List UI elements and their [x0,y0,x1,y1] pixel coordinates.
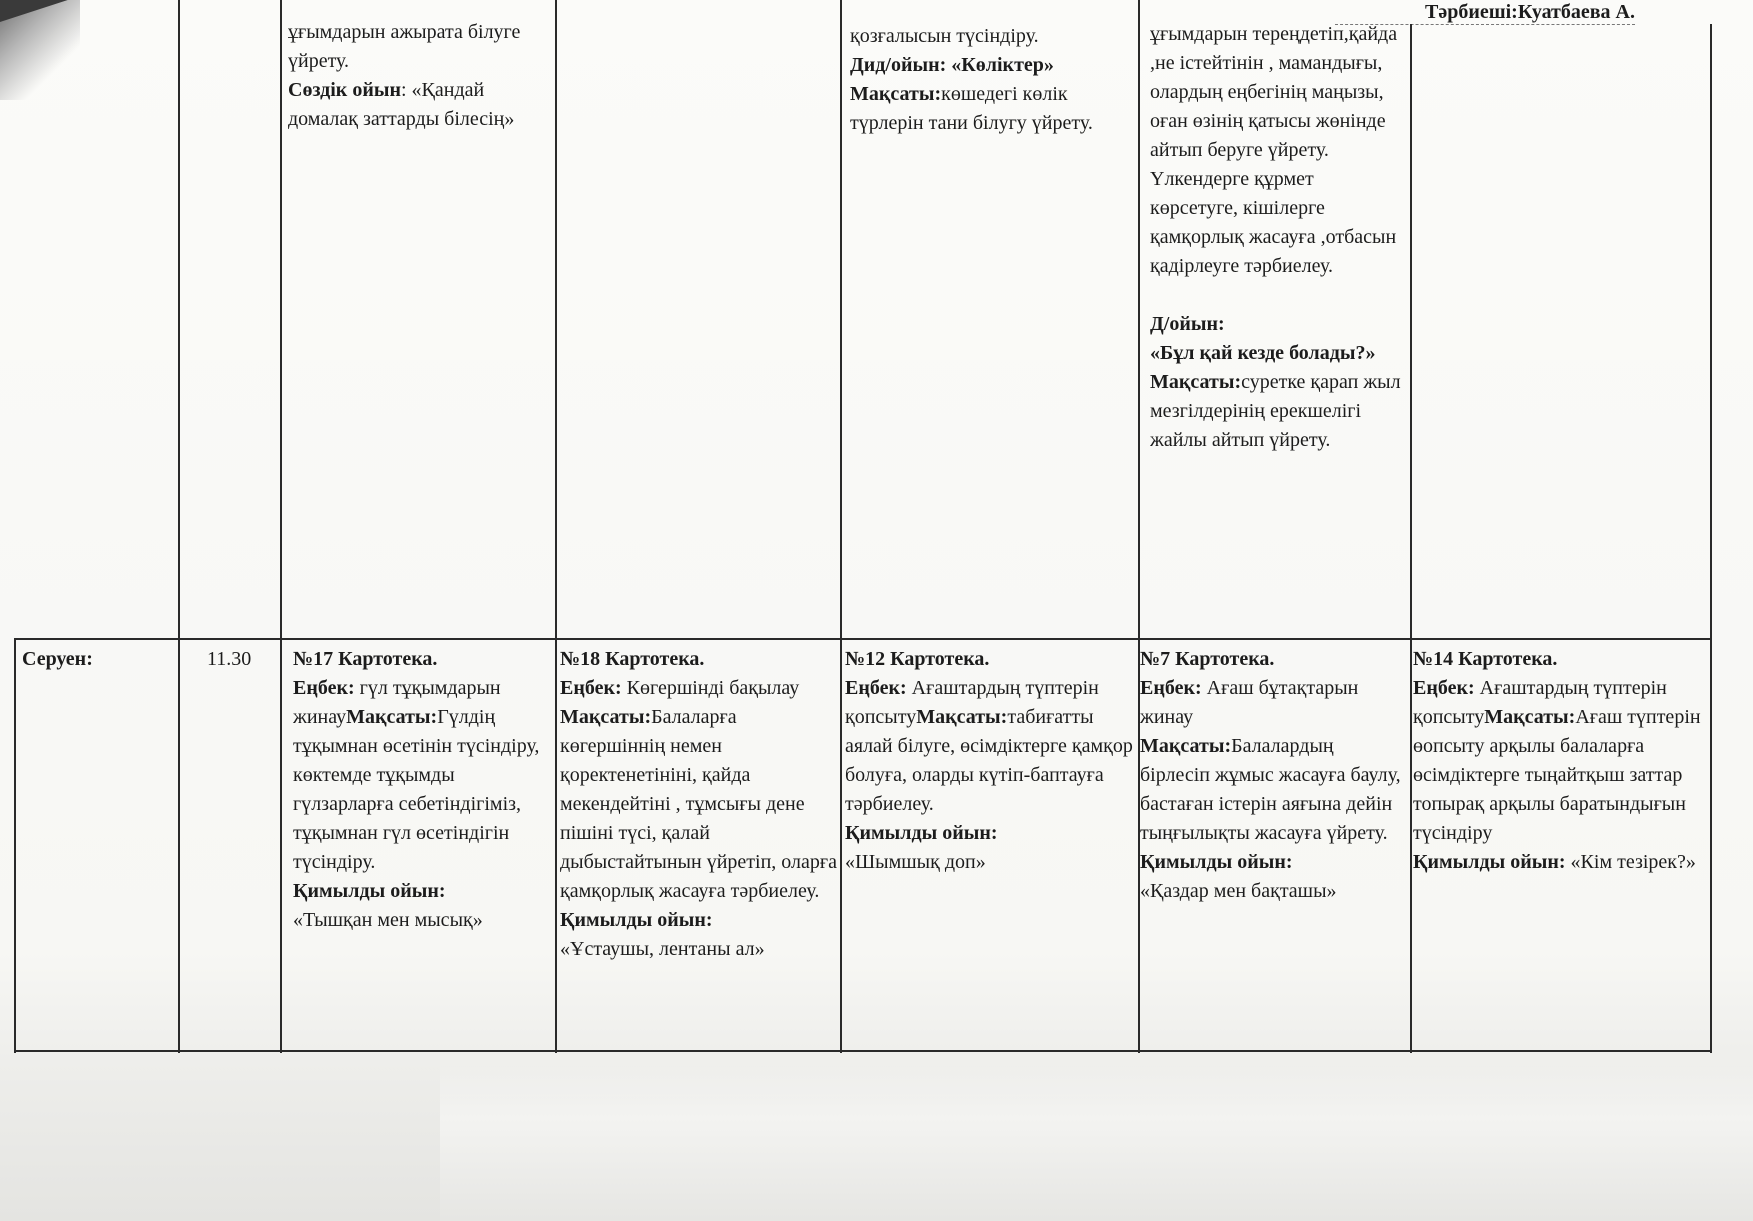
teacher-name: Тәрбиеші:Куатбаева А. [1335,0,1635,25]
text-run: Балаларға көгершіннің немен қоректенетініні, қайда мекендейтіні , тұмсығы дене пішіні түсі, қалай дыбыстайтынын үйретіп, оларға қамқорлық жасауға тәрбиелеу. [560,706,837,902]
text-run: Көгершінді бақылау [621,677,800,699]
table-border-right [1710,24,1712,1053]
table-divider-col6 [1410,24,1412,1053]
text-run-bold: Қимылды ойын: [1140,851,1293,873]
text-run-bold: Еңбек: [845,677,907,699]
top-cell-col6 [1150,20,1405,638]
text-run-bold: Мақсаты: [560,706,652,728]
text-run: : «Қандай домалақ заттарды білесің» [288,79,515,130]
text-run: табиғатты аялай білуге, өсімдіктерге қамқор болуға, оларды күтіп-баптауға тәрбиелеу. [845,706,1133,815]
text-run: «Шымшық доп» [845,851,986,873]
text-run: Гүлдің тұқымнан өсетінін түсіндіру, көктемде тұқымды гүлзарларға себетіндігіміз, тұқымнан гүл өсетіндігін түсіндіру. [293,706,540,873]
text-run: ұғымдарын ажырата білуге үйрету. [288,21,521,72]
text-run-bold: Қимылды ойын: [293,880,446,902]
text-run: «Ұстаушы, лентаны ал» [560,938,765,960]
card-number: №7 Картотека. [1140,648,1275,670]
text-run: «Кім тезірек?» [1565,851,1696,873]
row-divider [14,638,1711,640]
text-run: «Қаздар мен бақташы» [1140,880,1337,902]
card-number: №17 Картотека. [293,648,438,670]
row-time: 11.30 [207,648,252,670]
walk-cell-col4 [560,645,838,1045]
text-run: «Тышқан мен мысық» [293,909,483,931]
text-run-bold: Дид/ойын: «Көліктер» [850,54,1054,76]
text-run-bold: Қимылды ойын: [845,822,998,844]
text-run-bold: Еңбек: [293,677,355,699]
table-divider-col2 [280,0,282,1053]
text-run: суретке қарап жыл мезгілдерінің ерекшелігі жайлы айтып үйрету. [1150,371,1401,451]
text-run-bold: Мақсаты: [346,706,438,728]
text-run: Ағаш түптерін өопсыту арқылы балаларға өсімдіктерге тыңайтқыш заттар топырақ арқылы баратындығын түсіндіру [1413,706,1701,844]
text-run-bold: Мақсаты: [1150,371,1242,393]
text-run: көшедегі көлік түрлерін тани білугу үйрету. [850,83,1093,134]
table-divider-col4 [840,0,842,1053]
text-run-bold: «Бұл қай кезде болады?» [1150,342,1376,364]
text-run-bold: Қимылды ойын: [1413,851,1566,873]
text-run: Ағаштардың түптерін қопсыту [1413,677,1667,728]
text-run-bold: Мақсаты: [1484,706,1576,728]
page-corner-shadow [0,0,80,100]
text-run-bold: Еңбек: [560,677,622,699]
text-run-bold: Қимылды ойын: [560,909,713,931]
text-run-bold: Мақсаты: [916,706,1008,728]
row-label-walk: Серуен: [22,648,93,670]
top-cell-col3 [288,18,550,638]
text-run: қозғалысын түсіндіру. [850,25,1039,47]
text-run: Ағаш бұтақтарын жинау [1140,677,1359,728]
text-run-bold: Мақсаты: [850,83,942,105]
card-number: №12 Картотека. [845,648,990,670]
table-divider-col3 [555,0,557,1053]
text-run-bold: Мақсаты: [1140,735,1232,757]
text-run: Ағаштардың түптерін қопсыту [845,677,1099,728]
paper-fold-shadow [440,1050,1753,1221]
card-number: №14 Картотека. [1413,648,1558,670]
walk-cell-col6 [1140,645,1408,1045]
text-run-bold: Еңбек: [1140,677,1202,699]
text-run-bold: Сөздік ойын [288,79,401,101]
top-cell-col5 [850,22,1134,638]
walk-cell-col3 [293,645,551,1045]
card-number: №18 Картотека. [560,648,705,670]
text-run-bold: Д/ойын: [1150,313,1225,335]
text-run: гүл тұқымдарын жинау [293,677,501,728]
table-divider-col1 [178,0,180,1053]
walk-cell-col7 [1413,645,1707,1045]
walk-cell-col5 [845,645,1135,1045]
table-border-bottom [14,1050,1711,1052]
text-run: ұғымдарын тереңдетіп,қайда ,не істейтінін , мамандығы, олардың еңбегінің маңызы, оған өзінің қатысы жөнінде айтып беруге үйрету. Үлкендерге құрмет көрсетуге, кішілерге қамқорлық жасауға ,отбасын қадірлеуге тәрбиелеу. [1150,23,1398,277]
table-border-left [14,640,16,1053]
text-run-bold: Еңбек: [1413,677,1475,699]
text-run: Балалардың бірлесіп жұмыс жасауға баулу, бастаған істерін аяғына дейін тыңғылықты жасауға үйрету. [1140,735,1401,844]
